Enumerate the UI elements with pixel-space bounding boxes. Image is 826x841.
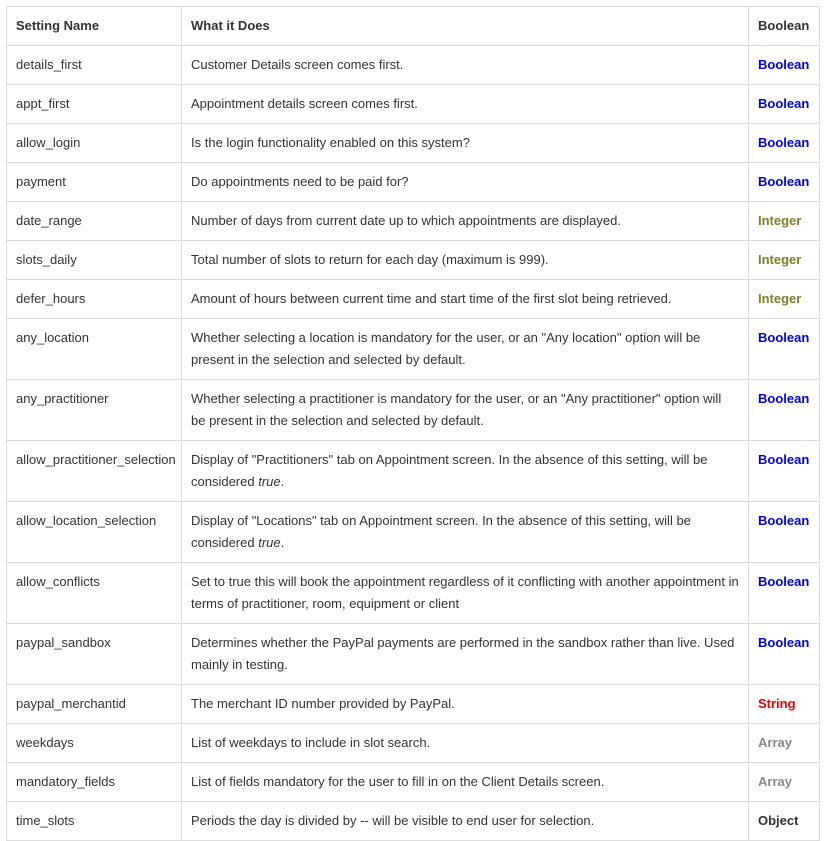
table-row	[7, 441, 820, 502]
table-row	[7, 763, 820, 802]
setting-name-cell: paypal_sandbox	[7, 624, 182, 685]
setting-type-cell: Boolean	[749, 563, 820, 624]
setting-name-cell: allow_conflicts	[7, 563, 182, 624]
description-text: Total number of slots to return for each day (maximum is 999).	[191, 252, 549, 267]
setting-name-cell: allow_practitioner_selection	[7, 441, 182, 502]
table-row	[7, 802, 820, 841]
setting-name-cell: defer_hours	[7, 280, 182, 319]
description-tail: .	[280, 535, 285, 550]
setting-description-cell	[182, 563, 749, 624]
table-row	[7, 202, 820, 241]
setting-type-cell: Boolean	[749, 502, 820, 563]
setting-name-cell: details_first	[7, 46, 182, 85]
description-text: Periods the day is divided by -- will be visible to end user for selection.	[191, 813, 595, 828]
description-emphasis: true	[258, 474, 281, 489]
setting-name-cell: allow_login	[7, 124, 182, 163]
setting-name-cell: paypal_merchantid	[7, 685, 182, 724]
table-header-row	[7, 7, 820, 46]
setting-name-cell: allow_location_selection	[7, 502, 182, 563]
setting-type-cell: Array	[749, 763, 820, 802]
setting-name-cell: mandatory_fields	[7, 763, 182, 802]
setting-type-cell: Boolean	[749, 85, 820, 124]
setting-description-cell	[182, 763, 749, 802]
setting-name-cell: any_location	[7, 319, 182, 380]
description-text: Set to true this will book the appointment regardless of it conflicting with another appointment in terms of practitioner, room, equipment or client	[191, 574, 739, 611]
setting-name-cell: appt_first	[7, 85, 182, 124]
setting-type-cell: Integer	[749, 241, 820, 280]
description-text: Do appointments need to be paid for?	[191, 174, 409, 189]
setting-type-cell: Boolean	[749, 46, 820, 85]
setting-description-cell	[182, 724, 749, 763]
header-setting-name: Setting Name	[7, 7, 182, 46]
setting-type-cell: Boolean	[749, 124, 820, 163]
description-text: Number of days from current date up to which appointments are displayed.	[191, 213, 621, 228]
setting-description-cell	[182, 85, 749, 124]
setting-description-cell	[182, 124, 749, 163]
settings-table	[6, 6, 820, 841]
setting-type-cell: Boolean	[749, 624, 820, 685]
description-text: Whether selecting a location is mandatory for the user, or an "Any location" option will be present in the selection and selected by default.	[191, 330, 701, 367]
setting-description-cell	[182, 202, 749, 241]
setting-name-cell: payment	[7, 163, 182, 202]
description-text: The merchant ID number provided by PayPal.	[191, 696, 455, 711]
table-row	[7, 563, 820, 624]
table-row	[7, 280, 820, 319]
setting-description-cell	[182, 163, 749, 202]
setting-type-cell: Object	[749, 802, 820, 841]
setting-type-cell: String	[749, 685, 820, 724]
setting-type-cell: Boolean	[749, 319, 820, 380]
description-text: List of weekdays to include in slot search.	[191, 735, 431, 750]
setting-description-cell	[182, 502, 749, 563]
setting-name-cell: any_practitioner	[7, 380, 182, 441]
description-text: List of fields mandatory for the user to fill in on the Client Details screen.	[191, 774, 605, 789]
setting-type-cell: Integer	[749, 280, 820, 319]
setting-description-cell	[182, 241, 749, 280]
header-what-it-does: What it Does	[182, 7, 749, 46]
setting-name-cell: weekdays	[7, 724, 182, 763]
table-row	[7, 85, 820, 124]
table-row	[7, 241, 820, 280]
header-type: Boolean	[749, 7, 820, 46]
setting-name-cell: date_range	[7, 202, 182, 241]
description-text: Is the login functionality enabled on this system?	[191, 135, 470, 150]
setting-name-cell: slots_daily	[7, 241, 182, 280]
setting-type-cell: Boolean	[749, 163, 820, 202]
description-tail: .	[280, 474, 285, 489]
setting-description-cell	[182, 441, 749, 502]
setting-description-cell	[182, 380, 749, 441]
setting-type-cell: Integer	[749, 202, 820, 241]
description-emphasis: true	[258, 535, 281, 550]
description-text: Display of "Practitioners" tab on Appointment screen. In the absence of this setting, will be considered	[191, 452, 708, 489]
description-text: Appointment details screen comes first.	[191, 96, 418, 111]
setting-description-cell	[182, 624, 749, 685]
setting-description-cell	[182, 280, 749, 319]
setting-type-cell: Boolean	[749, 441, 820, 502]
table-row	[7, 624, 820, 685]
setting-description-cell	[182, 802, 749, 841]
table-row	[7, 685, 820, 724]
table-row	[7, 46, 820, 85]
table-body	[7, 46, 820, 841]
table-row	[7, 319, 820, 380]
description-text: Amount of hours between current time and start time of the first slot being retrieved.	[191, 291, 672, 306]
setting-description-cell	[182, 46, 749, 85]
table-row	[7, 380, 820, 441]
setting-type-cell: Array	[749, 724, 820, 763]
setting-name-cell: time_slots	[7, 802, 182, 841]
table-row	[7, 502, 820, 563]
description-text: Customer Details screen comes first.	[191, 57, 404, 72]
table-row	[7, 724, 820, 763]
table-row	[7, 163, 820, 202]
description-text: Determines whether the PayPal payments are performed in the sandbox rather than live. Used mainly in testing.	[191, 635, 735, 672]
table-row	[7, 124, 820, 163]
setting-description-cell	[182, 685, 749, 724]
setting-type-cell: Boolean	[749, 380, 820, 441]
description-text: Whether selecting a practitioner is mandatory for the user, or an "Any practitioner" option will be present in the selection and selected by default.	[191, 391, 722, 428]
description-text: Display of "Locations" tab on Appointment screen. In the absence of this setting, will be considered	[191, 513, 691, 550]
setting-description-cell	[182, 319, 749, 380]
